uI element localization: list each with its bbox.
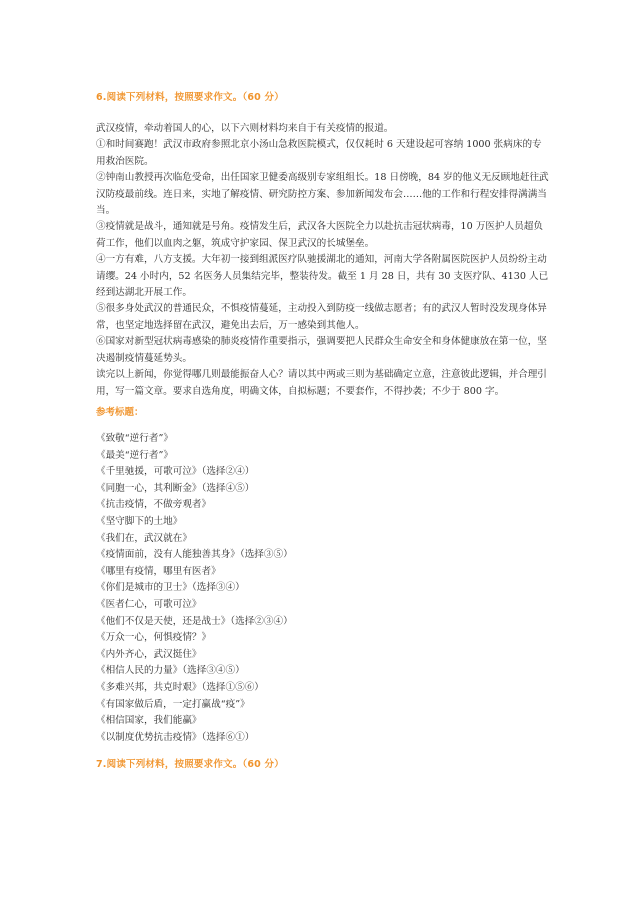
material-item-2: ②钟南山教授再次临危受命，出任国家卫健委高级别专家组组长。18 日傍晚，84 岁的他义无反顾地赶往武汉防疫最前线。连日来，实地了解疫情、研究防控方案、参加新闻发布会……他的工作和行程安排得满满当当。 (96, 172, 549, 217)
list-item: 《多难兴邦，共克时艰》（选择①⑤⑥） (96, 681, 264, 693)
list-item: 《万众一心，何惧疫情？》 (96, 632, 212, 644)
list-item: 《相信国家，我们能赢》 (96, 715, 202, 727)
list-item: 《哪里有疫情，哪里有医者》 (96, 565, 221, 577)
material-intro: 武汉疫情，牵动着国人的心，以下六则材料均来自于有关疫情的报道。 (96, 123, 394, 134)
reference-titles-heading: 参考标题： (96, 407, 144, 418)
question-7-heading: 7.阅读下列材料，按照要求作文。（60 分） (96, 759, 284, 770)
material-item-3: ③疫情就是战斗，通知就是号角。疫情发生后，武汉各大医院全力以赴抗击冠状病毒，10 万医护人员超负荷工作，他们以血肉之躯，筑成守护家园、保卫武汉的长城堡垒。 (96, 221, 543, 249)
list-item: 《千里驰援，可歌可泣》（选择②④） (96, 466, 255, 478)
question-6-material (96, 121, 551, 400)
material-item-6: ⑥国家对新型冠状病毒感染的肺炎疫情作重要指示，强调要把人民群众生命安全和身体健康放在第一位，坚决遏制疫情蔓延势头。 (96, 336, 547, 364)
list-item: 《坚守脚下的土地》 (96, 515, 183, 527)
list-item: 《我们在，武汉就在》 (96, 532, 192, 544)
list-item: 《你们是城市的卫士》（选择③④） (96, 582, 245, 594)
list-item: 《相信人民的力量》（选择③④⑤） (96, 665, 245, 677)
list-item: 《有国家做后盾，一定打赢战“疫”》 (96, 698, 250, 710)
material-item-4: ④一方有难，八方支援。大年初一接到组派医疗队驰援湖北的通知，河南大学各附属医院医护人员纷纷主动请缨。24 小时内，52 名医务人员集结完毕，整装待发。截至 1 月 28 日，共有 30 支医疗队、4130 人已经到达湖北开展工作。 (96, 254, 549, 299)
list-item: 《疫情面前，没有人能独善其身》（选择③⑤） (96, 549, 293, 561)
list-item: 《以制度优势抗击疫情》（选择⑥①） (96, 731, 255, 743)
material-item-1: ①和时间赛跑！武汉市政府参照北京小汤山急救医院模式，仅仅耗时 6 天建设起可容纳 1000 张病床的专用救治医院。 (96, 139, 542, 167)
material-item-5: ⑤很多身处武汉的普通民众，不惧疫情蔓延，主动投入到防疫一线做志愿者；有的武汉人暂时没发现身体异常，也坚定地选择留在武汉，避免出去后，万一感染到其他人。 (96, 303, 547, 331)
list-item: 《他们不仅是天使，还是战士》（选择②③④） (96, 615, 293, 627)
list-item: 《医者仁心，可歌可泣》 (96, 598, 202, 610)
list-item: 《内外齐心，武汉挺住》 (96, 648, 202, 660)
reference-titles-list (96, 431, 293, 746)
question-6-heading: 6.阅读下列材料，按照要求作文。（60 分） (96, 92, 284, 103)
list-item: 《同胞一心，其利断金》（选择④⑤） (96, 482, 255, 494)
list-item: 《最美“逆行者”》 (96, 449, 173, 461)
list-item: 《抗击疫情，不做旁观者》 (96, 499, 212, 511)
writing-instruction: 读完以上新闻，你觉得哪几则最能振奋人心？请以其中两或三则为基础确定立意，注意彼此逻辑，并合理引用，写一篇文章。要求自选角度，明确文体，自拟标题；不要套作，不得抄袭；不少于 800 字。 (96, 369, 547, 397)
list-item: 《致敬“逆行者”》 (96, 433, 173, 444)
